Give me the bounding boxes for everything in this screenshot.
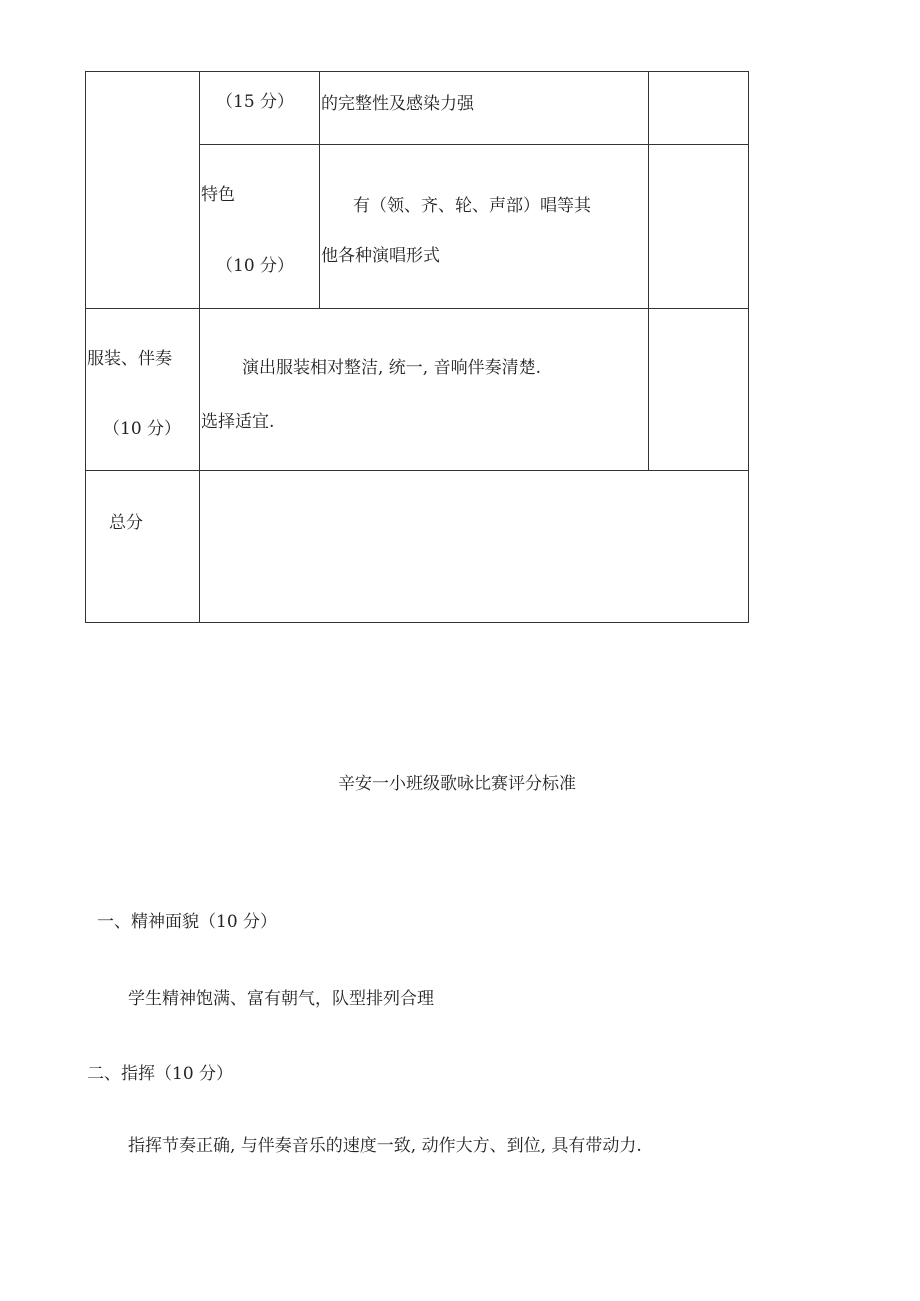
document-title: 辛安一小班级歌咏比赛评分标准 (338, 774, 576, 794)
table-row-divider-1 (199, 144, 749, 145)
table-col-divider-2 (319, 71, 320, 308)
row1-description: 的完整性及感染力强 (321, 94, 474, 114)
row2-description-line2: 他各种演唱形式 (321, 246, 440, 266)
section2-heading: 二、指挥（10 分） (87, 1064, 234, 1084)
table-col-divider-3 (648, 71, 649, 470)
table-row-divider-2 (85, 308, 749, 309)
row2-criterion: 特色 (201, 185, 235, 205)
row1-criterion-score: （15 分） (216, 92, 295, 112)
row3-description-line2: 选择适宜. (201, 412, 275, 432)
row3-description-line1: 演出服装相对整洁, 统一, 音响伴奏清楚. (242, 358, 542, 378)
section1-body: 学生精神饱满、富有朝气，队型排列合理 (128, 989, 434, 1009)
table-col-divider-1 (199, 71, 200, 623)
section1-heading: 一、精神面貌（10 分） (97, 912, 278, 932)
row4-total-label: 总分 (109, 513, 143, 533)
row2-criterion-score: （10 分） (216, 256, 295, 276)
section2-body: 指挥节奏正确, 与伴奏音乐的速度一致, 动作大方、到位, 具有带动力. (128, 1136, 642, 1156)
table-border (85, 71, 749, 623)
row3-category-score: （10 分） (103, 419, 182, 439)
row3-category: 服装、伴奏 (87, 349, 172, 369)
table-row-divider-3 (85, 470, 749, 471)
row2-description-line1: 有（领、齐、轮、声部）唱等其 (353, 196, 591, 216)
